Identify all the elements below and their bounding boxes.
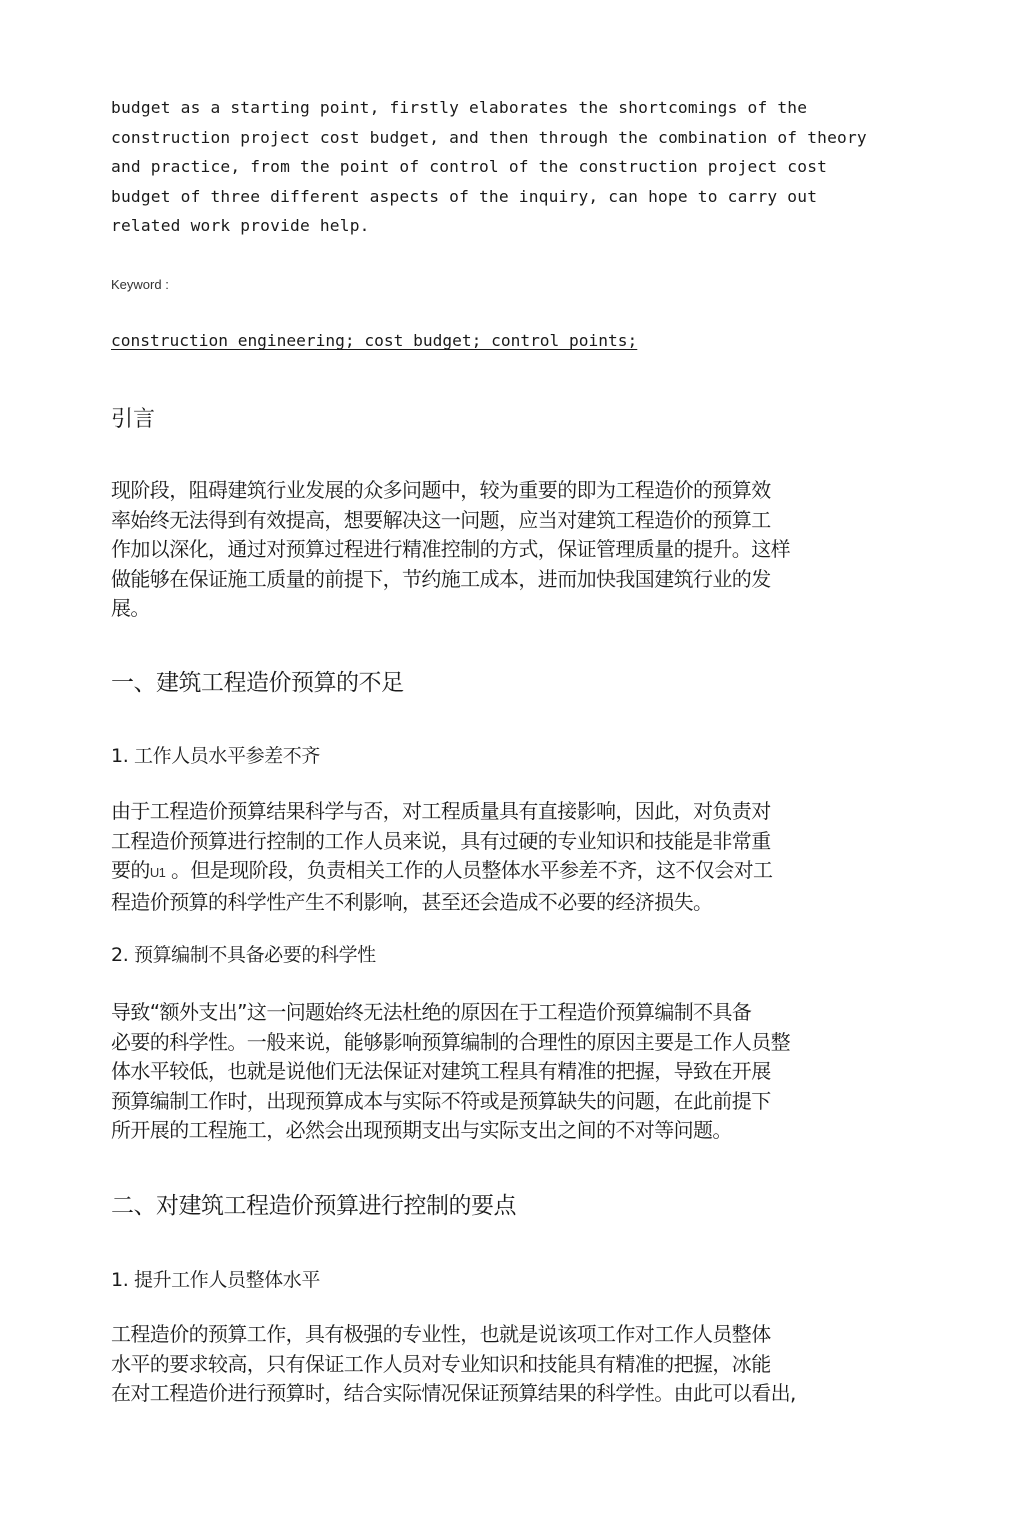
abstract-line: budget of three different aspects of the inquiry, can hope to carry out: [111, 186, 818, 206]
paragraph-line: 工程造价的预算工作，具有极强的专业性，也就是说该项工作对工作人员整体: [111, 1322, 771, 1346]
section1-heading: 一、建筑工程造价预算的不足: [111, 670, 404, 696]
paragraph-line: 所开展的工程施工，必然会出现预期支出与实际支出之间的不对等问题。: [111, 1118, 732, 1142]
paragraph-line: 在对工程造价进行预算时，结合实际情况保证预算结果的科学性。由此可以看出,: [111, 1381, 796, 1405]
intro-paragraph: [111, 476, 901, 624]
intro-heading: 引言: [111, 407, 156, 432]
section1-sub1-paragraph: [111, 797, 901, 917]
paragraph-line: 水平的要求较高，只有保证工作人员对专业知识和技能具有精准的把握，冰能: [111, 1351, 771, 1376]
keywords-link[interactable]: construction engineering; cost budget; control points;: [111, 331, 638, 350]
paragraph-line: 体水平较低，也就是说他们无法保证对建筑工程具有精准的把握，导致在开展: [111, 1059, 771, 1083]
paragraph-line: 导致“额外支出”这一问题始终无法杜绝的原因在于工程造价预算编制不具备: [111, 1000, 752, 1024]
paragraph-line: 必要的科学性。一般来说，能够影响预算编制的合理性的原因主要是工作人员整: [111, 1029, 790, 1054]
section2-sub1-heading: 1. 提升工作人员整体水平: [111, 1269, 320, 1291]
section1-sub2-heading: 2. 预算编制不具备必要的科学性: [111, 944, 376, 966]
abstract-paragraph: [111, 93, 913, 241]
intro-line: 率始终无法得到有效提高，想要解决这一问题，应当对建筑工程造价的预算工: [111, 507, 771, 532]
abstract-line: related work provide help.: [111, 216, 370, 236]
paragraph-line: [111, 856, 901, 888]
reference-marker[interactable]: U1: [149, 865, 166, 880]
keyword-label: Keyword :: [111, 277, 169, 292]
paragraph-line: 预算编制工作时，出现预算成本与实际不符或是预算缺失的问题，在此前提下: [111, 1088, 771, 1113]
intro-line: 作加以深化，通过对预算过程进行精准控制的方式，保证管理质量的提升。这样: [111, 537, 790, 561]
section1-sub1-heading: 1. 工作人员水平参差不齐: [111, 745, 320, 767]
section2-sub1-paragraph: [111, 1320, 901, 1409]
paragraph-text: 。但是现阶段，负责相关工作的人员整体水平参差不齐，这不仅会对工: [165, 858, 773, 882]
section1-sub2-paragraph: [111, 998, 901, 1146]
paragraph-line: 由于工程造价预算结果科学与否，对工程质量具有直接影响，因此，对负责对: [111, 799, 771, 823]
abstract-line: and practice, from the point of control of the construction project cost: [111, 157, 828, 177]
intro-line: 做能够在保证施工质量的前提下，节约施工成本，进而加快我国建筑行业的发: [111, 566, 771, 591]
paragraph-text: 要的: [111, 858, 150, 882]
paragraph-line: 工程造价预算进行控制的工作人员来说，具有过硬的专业知识和技能是非常重: [111, 828, 771, 853]
section2-heading: 二、对建筑工程造价预算进行控制的要点: [111, 1193, 516, 1219]
intro-line: 展。: [111, 596, 150, 620]
paragraph-line: 程造价预算的科学性产生不利影响，甚至还会造成不必要的经济损失。: [111, 889, 713, 914]
abstract-line: budget as a starting point, firstly elaborates the shortcomings of the: [111, 98, 808, 117]
abstract-line: construction project cost budget, and then through the combination of theory: [111, 127, 867, 147]
intro-line: 现阶段，阻碍建筑行业发展的众多问题中，较为重要的即为工程造价的预算效: [111, 478, 771, 502]
